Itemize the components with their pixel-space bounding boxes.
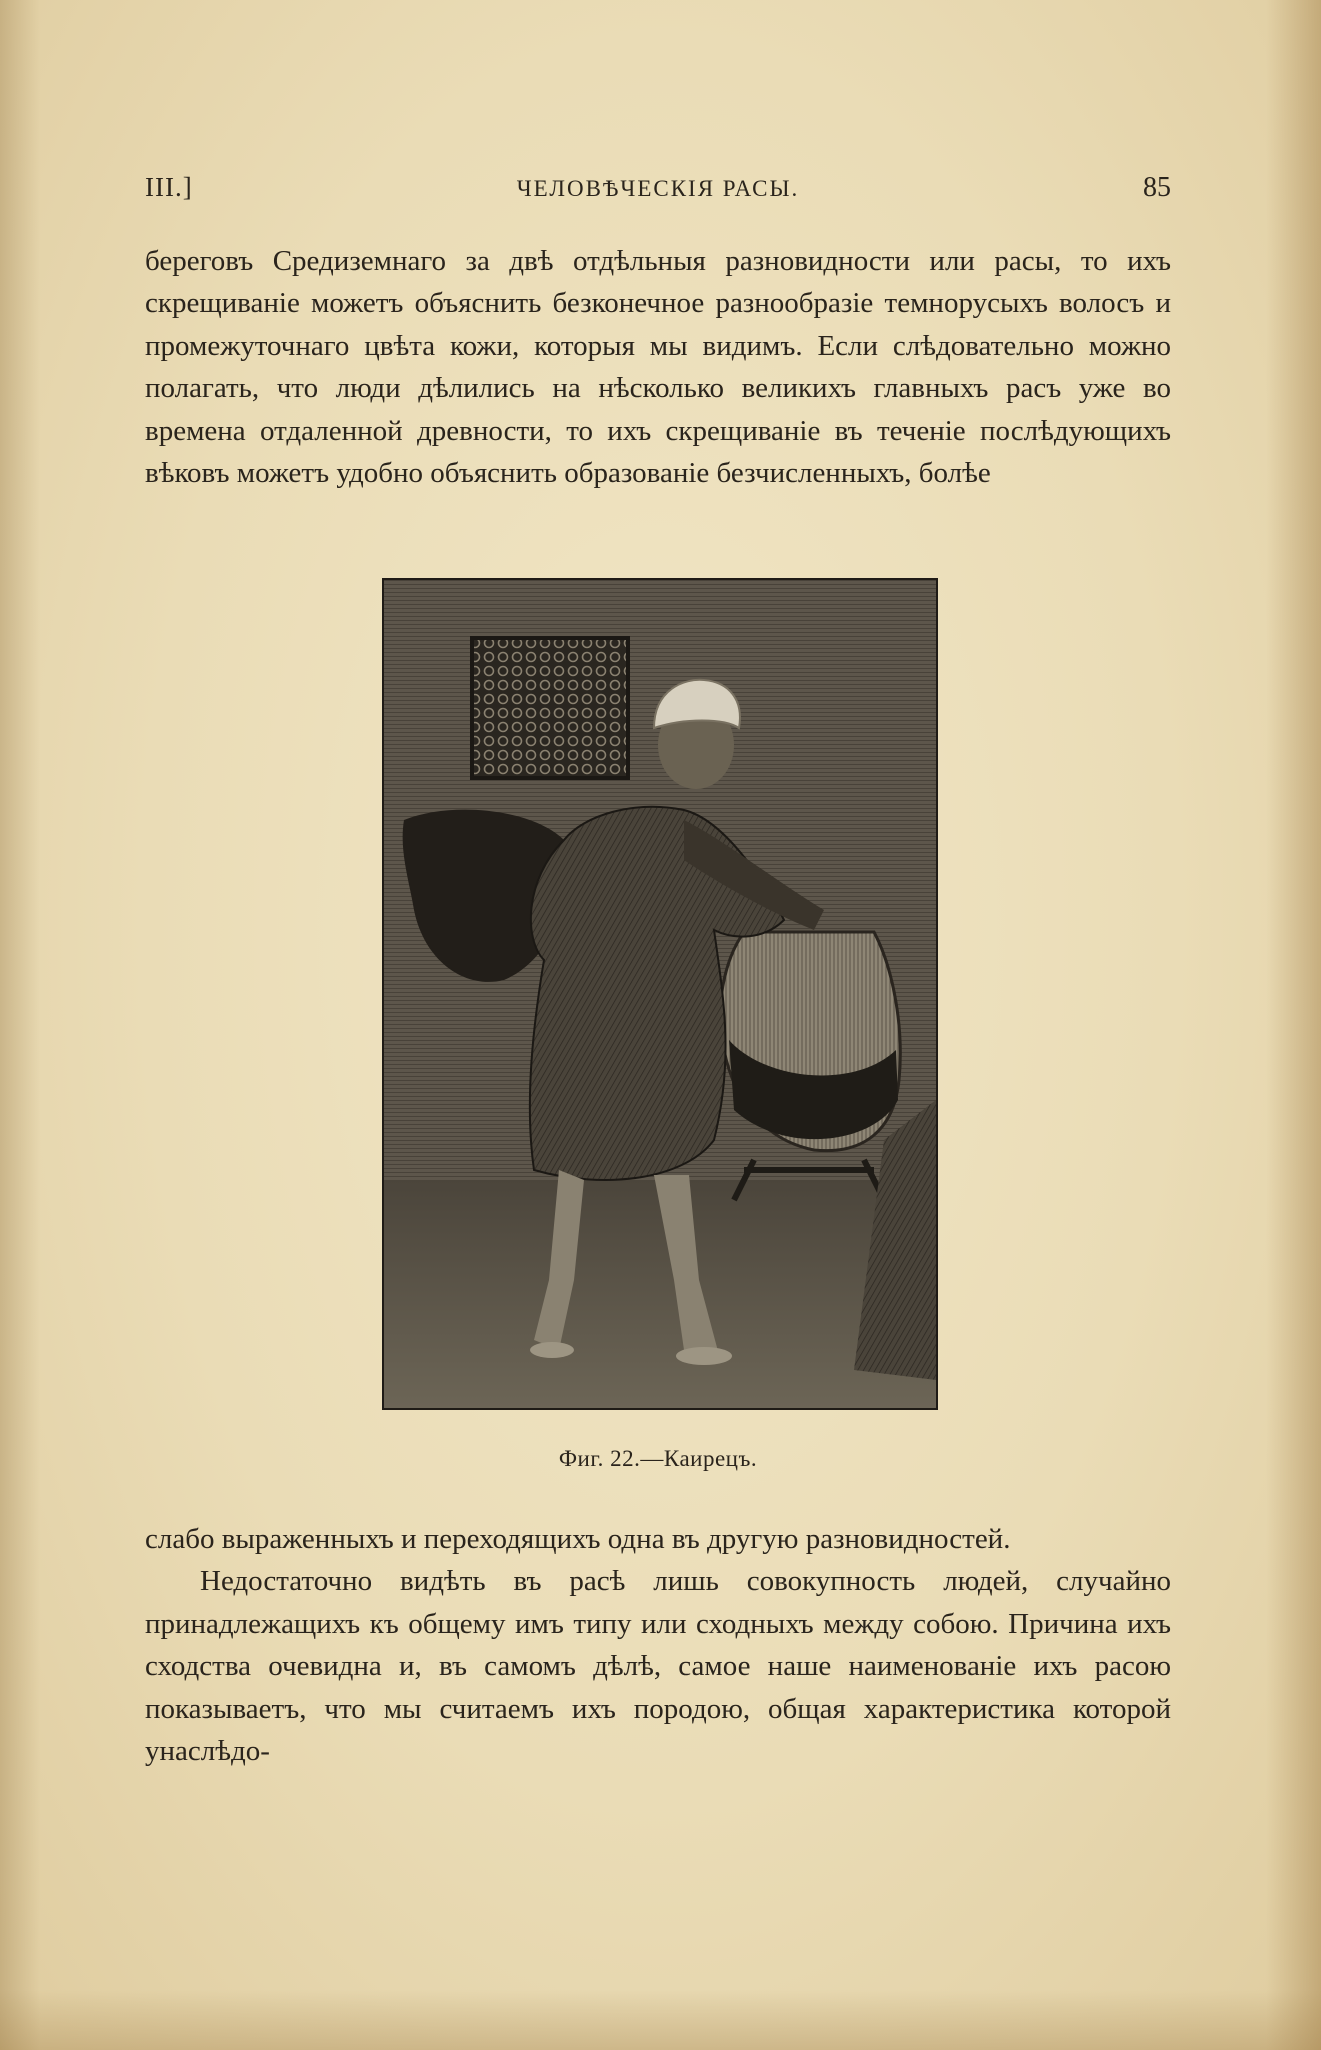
paragraph-continuation: береговъ Средиземнаго за двѣ отдѣльныя разновидности или расы, то ихъ скрещиваніе можетъ объяснить безконечное разнообразіе темнорусыхъ волосъ и промежуточнаго цвѣта кожи, которыя мы видимъ. Если слѣдовательно можно полагать, что люди дѣлились на нѣсколько великихъ главныхъ расъ уже во времена отдаленной древности, то ихъ скрещиваніе въ теченіе послѣдующихъ вѣковъ можетъ удобно объяснить образованіе безчисленныхъ, болѣе — [145, 245, 1171, 490]
page-number: 85 — [1143, 172, 1171, 203]
engraving-image — [384, 580, 936, 1408]
body-text-top — [145, 240, 1171, 494]
body-text-bottom — [145, 1518, 1171, 1772]
page-edge-shadow-left — [0, 0, 40, 2050]
page-edge-shadow-bottom — [0, 1990, 1321, 2050]
page-edge-shadow-right — [1266, 0, 1321, 2050]
chapter-number: III.] — [145, 172, 193, 202]
figure-caption: Фиг. 22.—Каирецъ. — [558, 1446, 758, 1471]
running-head — [145, 172, 1171, 212]
figure-illustration — [382, 578, 938, 1410]
running-title: ЧЕЛОВѢЧЕСКІЯ РАСЫ. — [516, 176, 800, 201]
paragraph-next: Недостаточно видѣть въ расѣ лишь совокупность людей, случайно принадлежащихъ къ общему имъ типу или сходныхъ между собою. Причина ихъ сходства очевидна и, въ самомъ дѣлѣ, самое наше наименованіе ихъ расою показываетъ, что мы считаемъ ихъ породою, общая характеристика которой унаслѣдо- — [145, 1565, 1171, 1768]
paragraph-end: слабо выраженныхъ и переходящихъ одна въ другую разновидностей. — [145, 1523, 1011, 1555]
